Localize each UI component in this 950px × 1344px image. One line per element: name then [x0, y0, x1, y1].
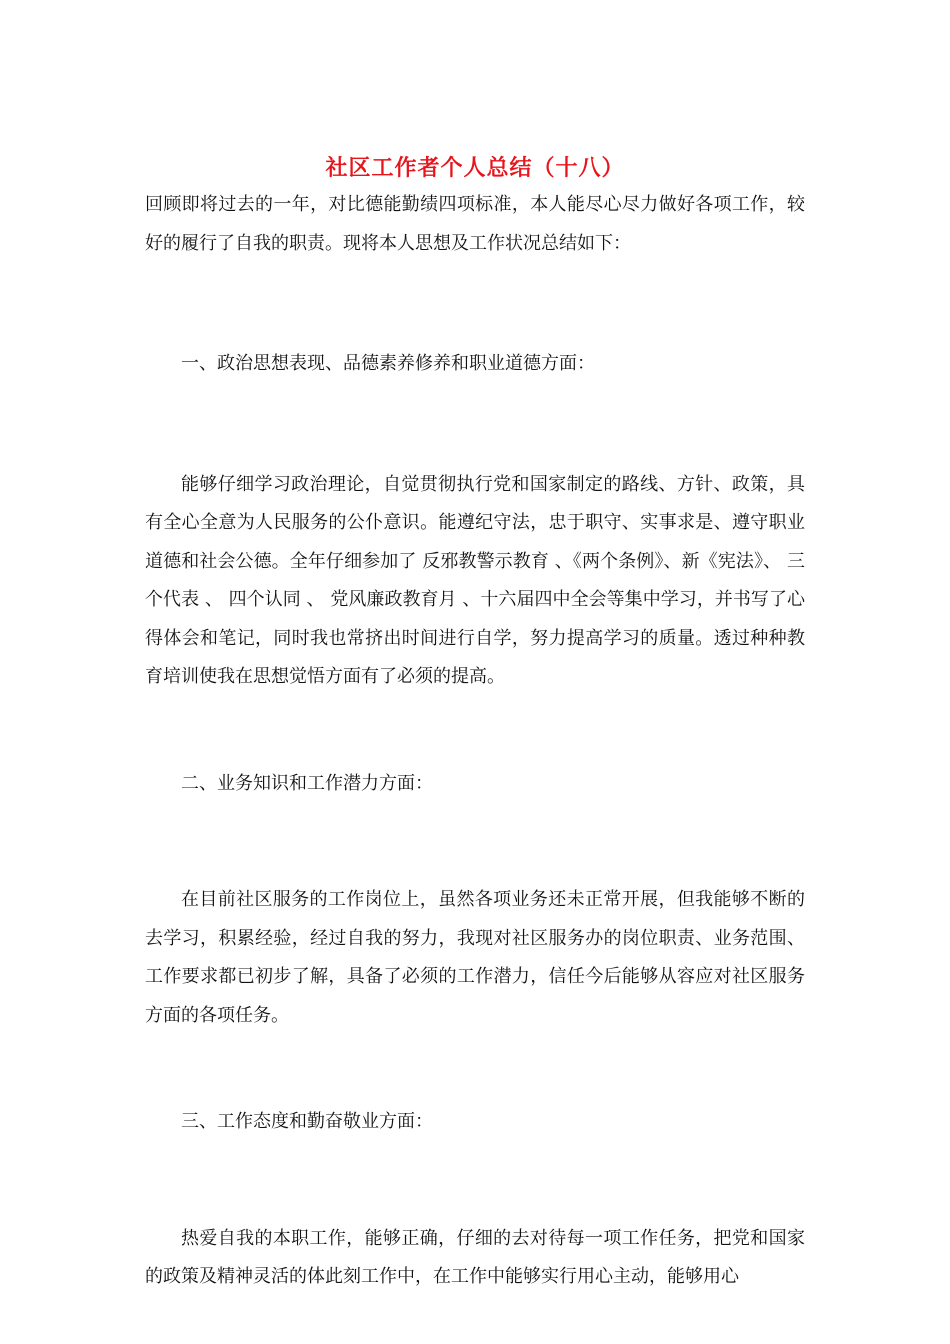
document-title: 社区工作者个人总结（十八）	[325, 155, 625, 181]
document-page	[145, 150, 805, 1297]
section-1-body: 能够仔细学习政治理论，自觉贯彻执行党和国家制定的路线、方针、政策，具有全心全意为人民服务的公仆意识。能遵纪守法，忠于职守、实事求是、遵守职业道德和社会公德。全年仔细参加了 反邪教警示教育 、《两个条例》、新《宪法》、 三个代表 、 四个认同 、 党风廉政教育月 、十六届四中全会等集中学习，并书写了心得体会和笔记，同时我也常挤出时间进行自学，努力提高学习的质量。透过种种教育培训使我在思想觉悟方面有了必须的提高。	[145, 473, 805, 687]
section-1-heading: 一、政治思想表现、品德素养修养和职业道德方面：	[181, 353, 595, 374]
intro-paragraph: 回顾即将过去的一年，对比德能勤绩四项标准，本人能尽心尽力做好各项工作，较好的履行了自我的职责。现将本人思想及工作状况总结如下：	[145, 194, 805, 254]
spacer	[145, 803, 805, 881]
spacer	[145, 384, 805, 466]
spacer	[145, 1142, 805, 1220]
section-2-heading: 二、业务知识和工作潜力方面：	[181, 772, 433, 794]
spacer	[145, 263, 805, 345]
section-3-heading: 三、工作态度和勤奋敬业方面：	[181, 1111, 433, 1132]
spacer	[145, 697, 805, 765]
spacer	[145, 1035, 805, 1103]
section-2-body: 在目前社区服务的工作岗位上，虽然各项业务还未正常开展，但我能够不断的去学习，积累经验，经过自我的努力，我现对社区服务办的岗位职责、业务范围、工作要求都已初步了解，具备了必须的工作潜力，信任今后能够从容应对社区服务方面的各项任务。	[145, 889, 805, 1026]
section-3-body: 热爱自我的本职工作，能够正确，仔细的去对待每一项工作任务，把党和国家的政策及精神灵活的体此刻工作中，在工作中能够实行用心主动，能够用心	[145, 1227, 805, 1287]
